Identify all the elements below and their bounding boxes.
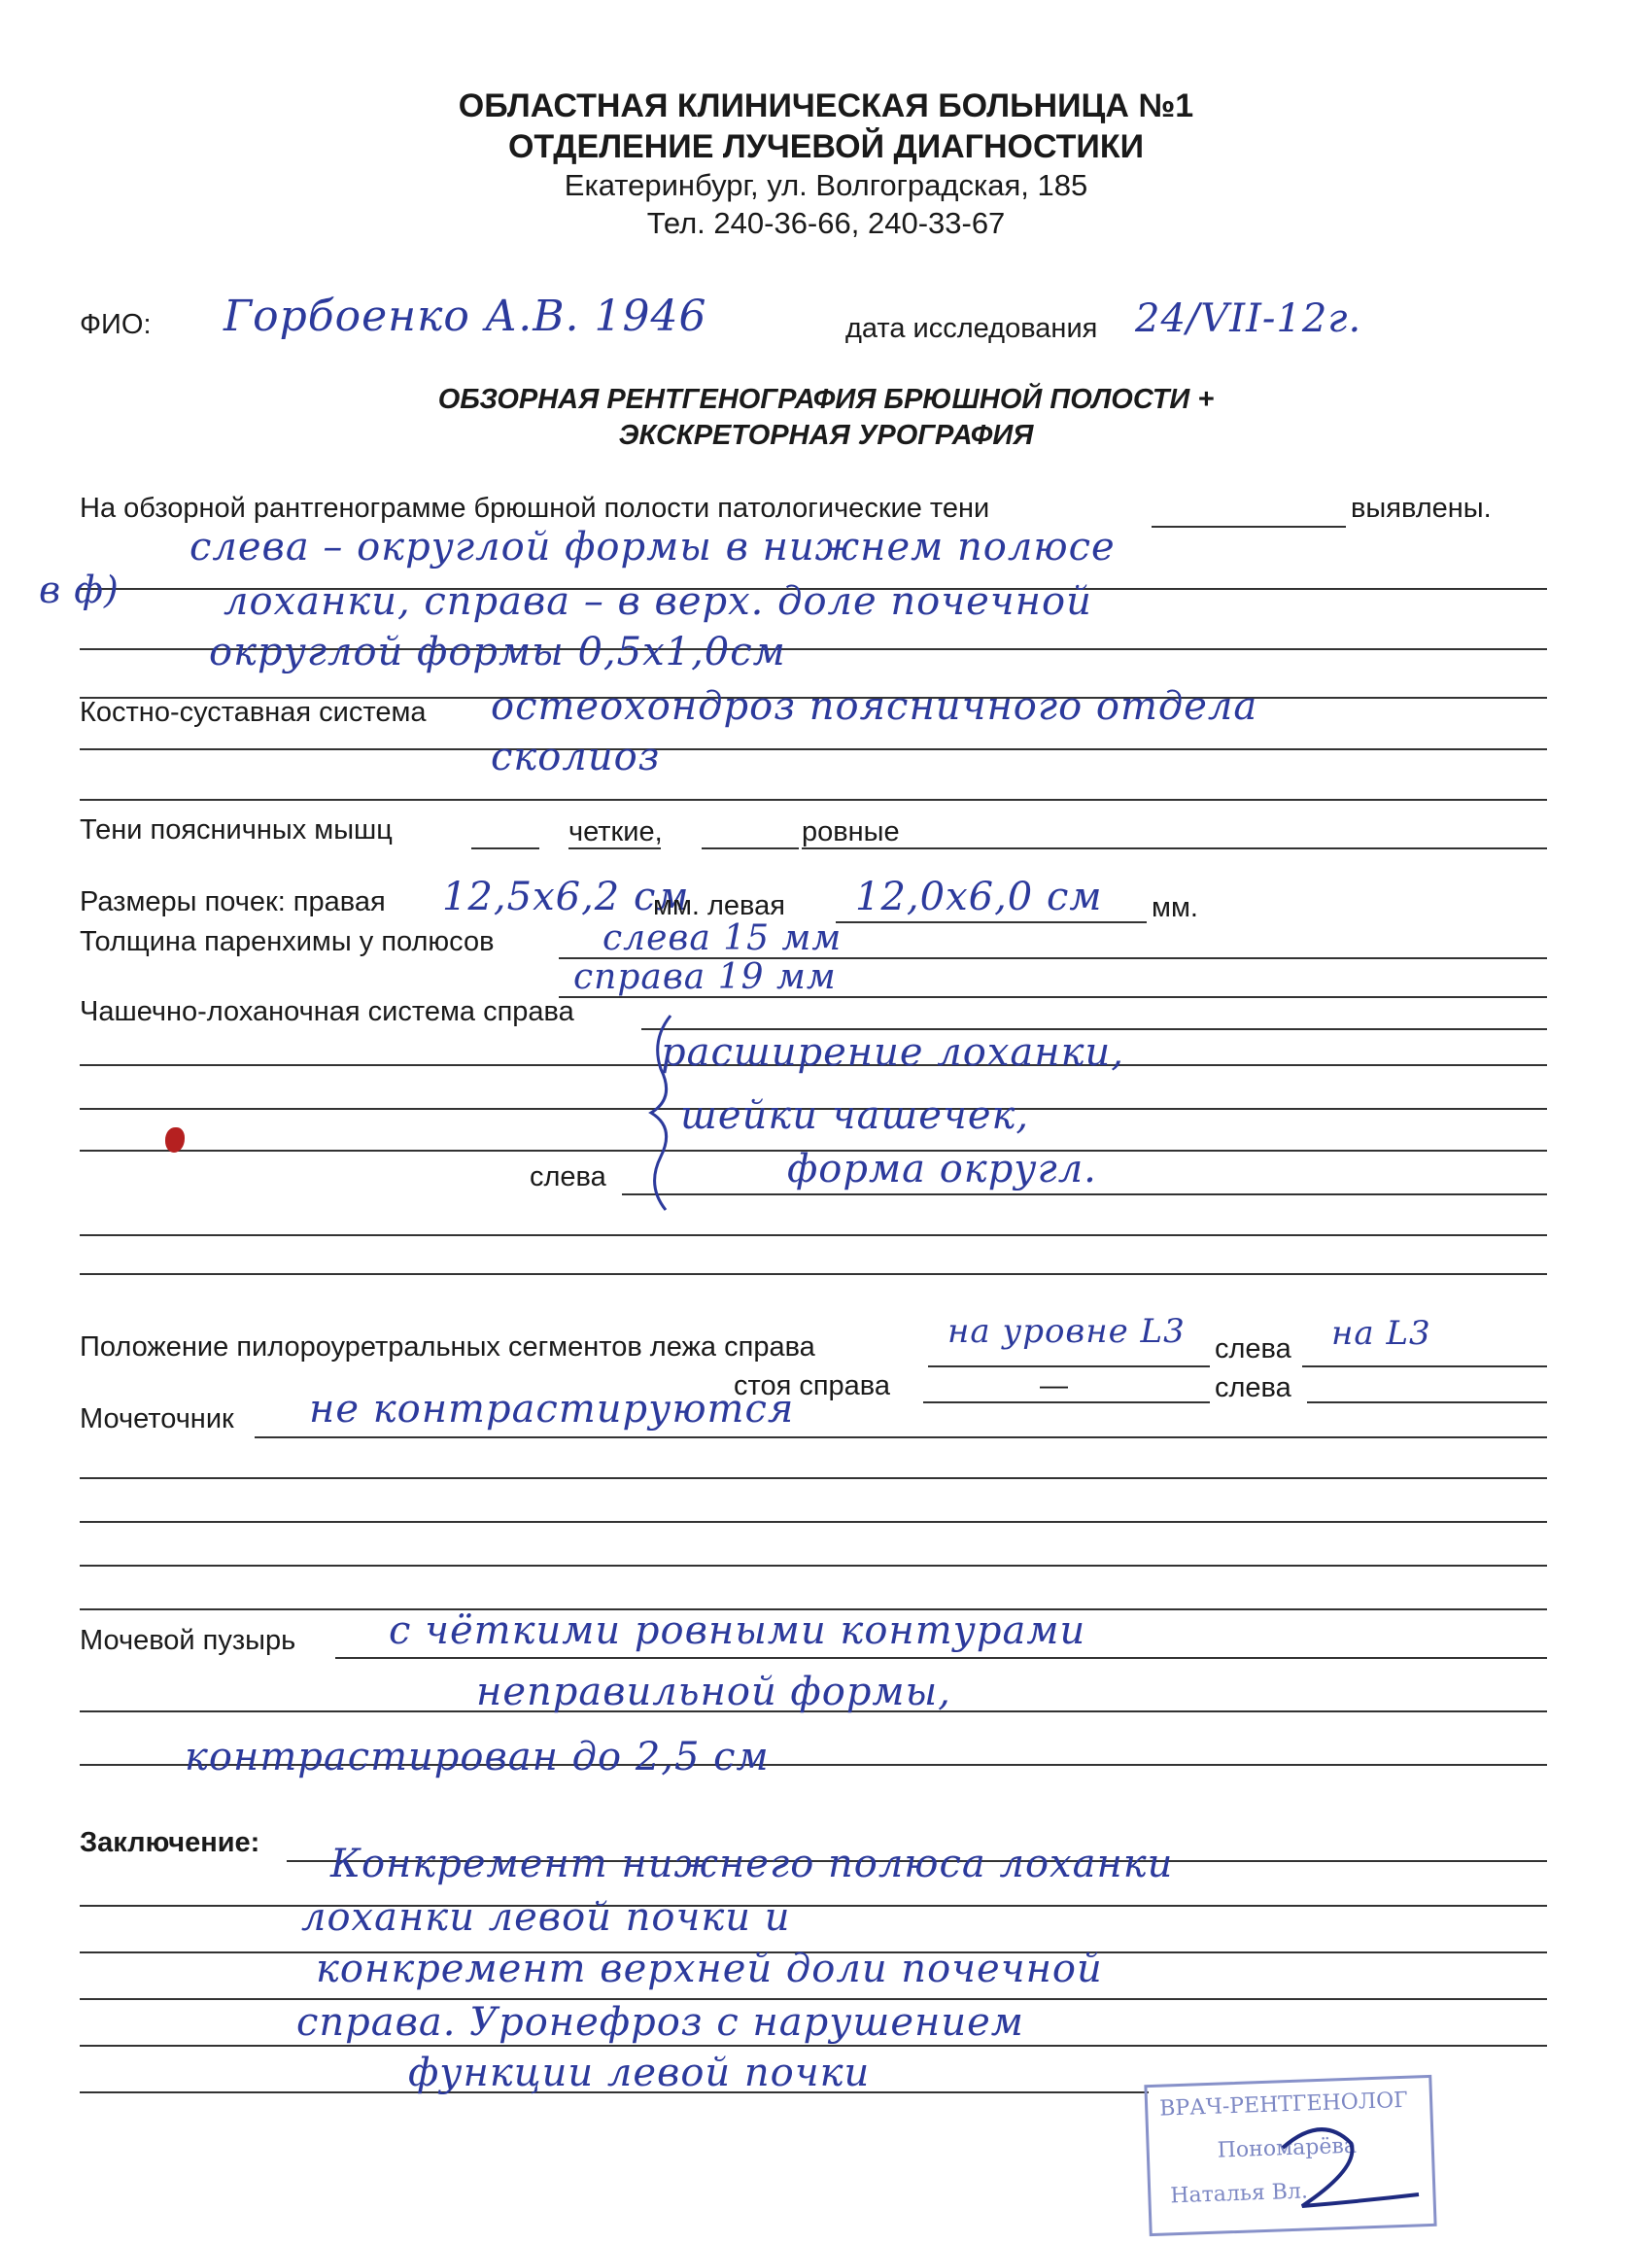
pus-lying-left: на L3 (1331, 1314, 1431, 1353)
cls-note-2: шейки чашечек, (680, 1093, 1030, 1138)
rule (80, 1521, 1547, 1523)
shadows-note-2: лоханки, справа – в верх. доле почечной (224, 579, 1092, 624)
rule (80, 1905, 1547, 1907)
psoas-underline (802, 847, 1547, 849)
rule (80, 1234, 1547, 1236)
conclusion-note-5: функции левой почки (408, 2051, 871, 2095)
department-name: ОТДЕЛЕНИЕ ЛУЧЕВОЙ ДИАГНОСТИКИ (507, 128, 1145, 165)
rule (1307, 1401, 1547, 1403)
bone-note-1: остеохондроз поясничного отдела (491, 684, 1258, 729)
brace-mark (632, 1011, 690, 1215)
address: Екатеринбург, ул. Волгоградская, 185 (564, 168, 1088, 202)
standing-right: — (1040, 1370, 1068, 1401)
bone-note-2: сколиоз (491, 735, 661, 779)
psoas-value-1: четкие, (568, 816, 663, 847)
conclusion-note-1: Конкремент нижнего полюса лоханки (330, 1842, 1174, 1886)
shadows-note-3: округлой формы 0,5х1,0см (209, 630, 786, 674)
kidney-left-value: 12,0х6,0 см (855, 875, 1103, 919)
psoas-value-2: ровные (802, 816, 900, 847)
kidney-right-value: 12,5х6,2 см (442, 875, 690, 919)
fio-label: ФИО: (80, 309, 152, 340)
rule (622, 1193, 1547, 1195)
cls-right-label: Чашечно-лоханочная система справа (80, 996, 574, 1027)
cls-left-label: слева (530, 1161, 606, 1192)
parenchyma-note-1: слева 15 мм (602, 918, 843, 958)
fio-value: Горбоенко А.В. 1946 (224, 292, 707, 341)
shadows-label: На обзорной рантгенограмме брюшной полости патологические тени (80, 493, 990, 524)
stamp-line-3: Наталья Вл. (1169, 2179, 1309, 2209)
bladder-note-1: с чёткими ровными контурами (389, 1608, 1086, 1653)
exam-title-line2: ЭКСКРЕТОРНАЯ УРОГРАФИЯ (618, 420, 1034, 451)
phone: Тел. 240-36-66, 240-33-67 (646, 206, 1006, 240)
rule (80, 1477, 1547, 1479)
pus-lying-right: на уровне L3 (947, 1312, 1186, 1351)
date-label: дата исследования (845, 313, 1098, 344)
rule (335, 1657, 1547, 1659)
shadows-blank-line (1152, 526, 1346, 528)
bone-label: Костно-суставная система (80, 697, 427, 728)
rule (255, 1436, 1547, 1438)
pus-label: Положение пилороуретральных сегментов лежа справа (80, 1331, 815, 1363)
kidney-left-line (836, 921, 1147, 923)
psoas-blank-line (471, 847, 539, 849)
rule (80, 799, 1547, 801)
rule (80, 1565, 1547, 1567)
psoas-label: Тени поясничных мышц (80, 814, 393, 846)
signature (1244, 2109, 1438, 2226)
pus-left-label-1: слева (1215, 1333, 1291, 1364)
rule (928, 1365, 1210, 1367)
shadows-note-1: слева – округлой формы в нижнем полюсе (189, 525, 1116, 570)
conclusion-note-2: лоханки левой почки и (301, 1895, 791, 1940)
bladder-label: Мочевой пузырь (80, 1625, 296, 1656)
rule (80, 2045, 1547, 2047)
conclusion-note-4: справа. Уронефроз с нарушением (296, 2000, 1024, 2045)
kidney-mm-left: мм. левая (653, 890, 785, 921)
stamp-line-1: ВРАЧ-РЕНТГЕНОЛОГ (1158, 2088, 1409, 2122)
conclusion-label: Заключение: (80, 1827, 260, 1858)
rule (1302, 1365, 1547, 1367)
date-value: 24/VII-12г. (1135, 296, 1362, 341)
ureter-value: не контрастируются (309, 1387, 795, 1432)
rule (923, 1401, 1210, 1403)
psoas-blank-line (702, 847, 799, 849)
hospital-name: ОБЛАСТНАЯ КЛИНИЧЕСКАЯ БОЛЬНИЦА №1 (458, 87, 1194, 124)
cls-note-1: расширение лоханки, (661, 1030, 1124, 1075)
rule (80, 1273, 1547, 1275)
shadows-status: выявлены. (1351, 493, 1492, 524)
margin-note: в ф) (39, 569, 120, 611)
pus-left-label-2: слева (1215, 1372, 1291, 1403)
conclusion-note-3: конкремент верхней доли почечной (316, 1947, 1103, 1991)
exam-title-line1: ОБЗОРНАЯ РЕНТГЕНОГРАФИЯ БРЮШНОЙ ПОЛОСТИ + (437, 384, 1215, 415)
cls-note-3: форма округл. (787, 1147, 1097, 1191)
kidney-mm: мм. (1152, 892, 1198, 923)
parenchyma-label: Толщина паренхимы у полюсов (80, 926, 495, 957)
stamp-line-2: Пономарёва (1217, 2133, 1358, 2163)
bladder-note-2: неправильной формы, (476, 1670, 951, 1714)
rule (80, 748, 1547, 750)
parenchyma-note-2: справа 19 мм (573, 957, 837, 997)
standing-label: стоя справа (734, 1370, 891, 1401)
ureter-label: Мочеточник (80, 1403, 234, 1434)
bladder-note-3: контрастирован до 2,5 см (185, 1735, 770, 1779)
psoas-underline (568, 847, 661, 849)
kidney-size-label: Размеры почек: правая (80, 886, 386, 917)
